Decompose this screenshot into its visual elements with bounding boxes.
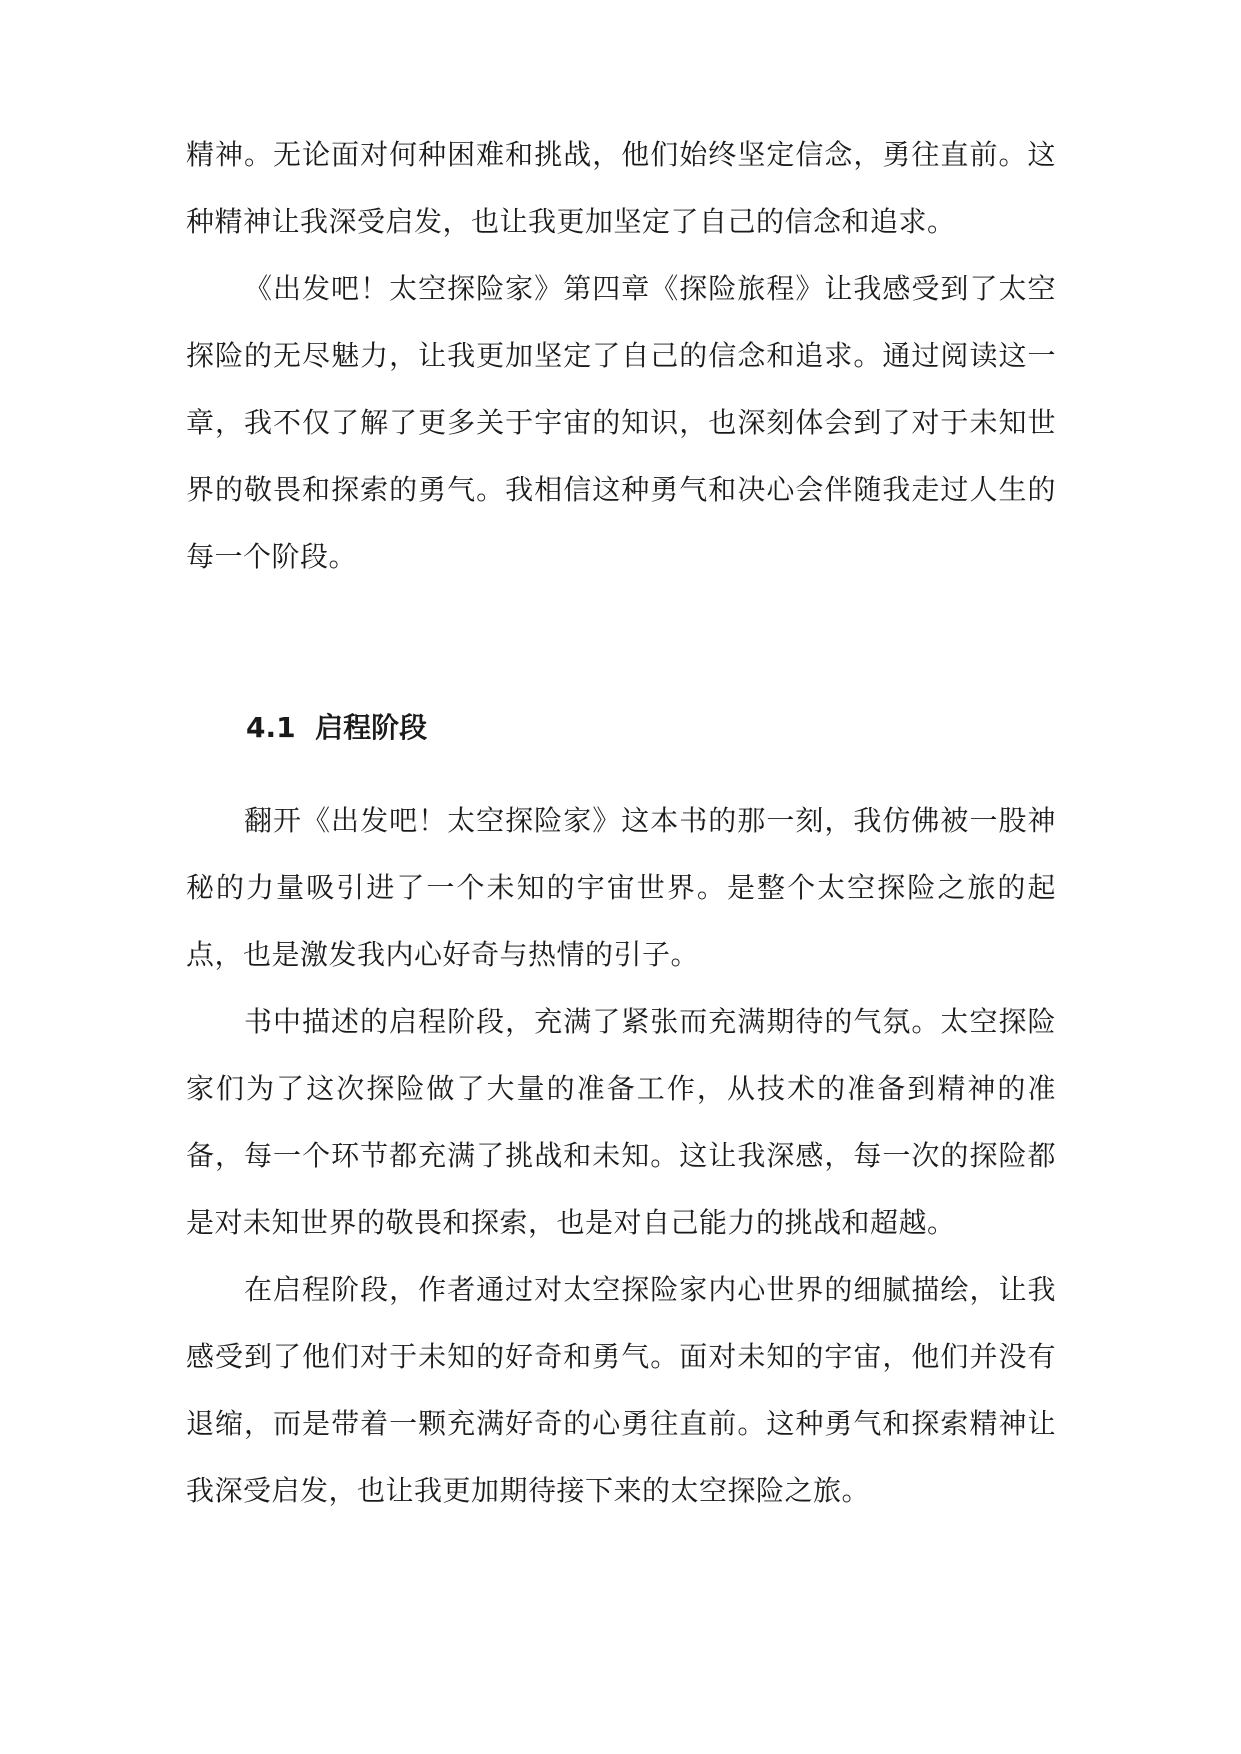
paragraph-courage: 在启程阶段，作者通过对太空探险家内心世界的细腻描绘，让我感受到了他们对于未知的好奇和勇气。面对未知的宇宙，他们并没有退缩，而是带着一颗充满好奇的心勇往直前。这种勇气和探索精神让我深受启发，也让我更加期待接下来的太空探险之旅。 xyxy=(186,1273,1056,1507)
section-heading: 4.1 启程阶段 xyxy=(246,711,428,744)
body-text-block-top xyxy=(186,121,1056,590)
paragraph-chapter-summary: 《出发吧！太空探险家》第四章《探险旅程》让我感受到了太空探险的无尽魅力，让我更加坚定了自己的信念和追求。通过阅读这一章，我不仅了解了更多关于宇宙的知识，也深刻体会到了对于未知世界的敬畏和探索的勇气。我相信这种勇气和决心会伴随我走过人生的每一个阶段。 xyxy=(186,272,1056,573)
paragraph-continued: 精神。无论面对何种困难和挑战，他们始终坚定信念，勇往直前。这种精神让我深受启发，也让我更加坚定了自己的信念和追求。 xyxy=(186,138,1056,238)
paragraph-preparation: 书中描述的启程阶段，充满了紧张而充满期待的气氛。太空探险家们为了这次探险做了大量的准备工作，从技术的准备到精神的准备，每一个环节都充满了挑战和未知。这让我深感，每一次的探险都是对未知世界的敬畏和探索，也是对自己能力的挑战和超越。 xyxy=(186,1005,1056,1239)
paragraph-opening: 翻开《出发吧！太空探险家》这本书的那一刻，我仿佛被一股神秘的力量吸引进了一个未知的宇宙世界。是整个太空探险之旅的起点，也是激发我内心好奇与热情的引子。 xyxy=(186,804,1056,971)
body-text-block-bottom xyxy=(186,787,1056,1524)
